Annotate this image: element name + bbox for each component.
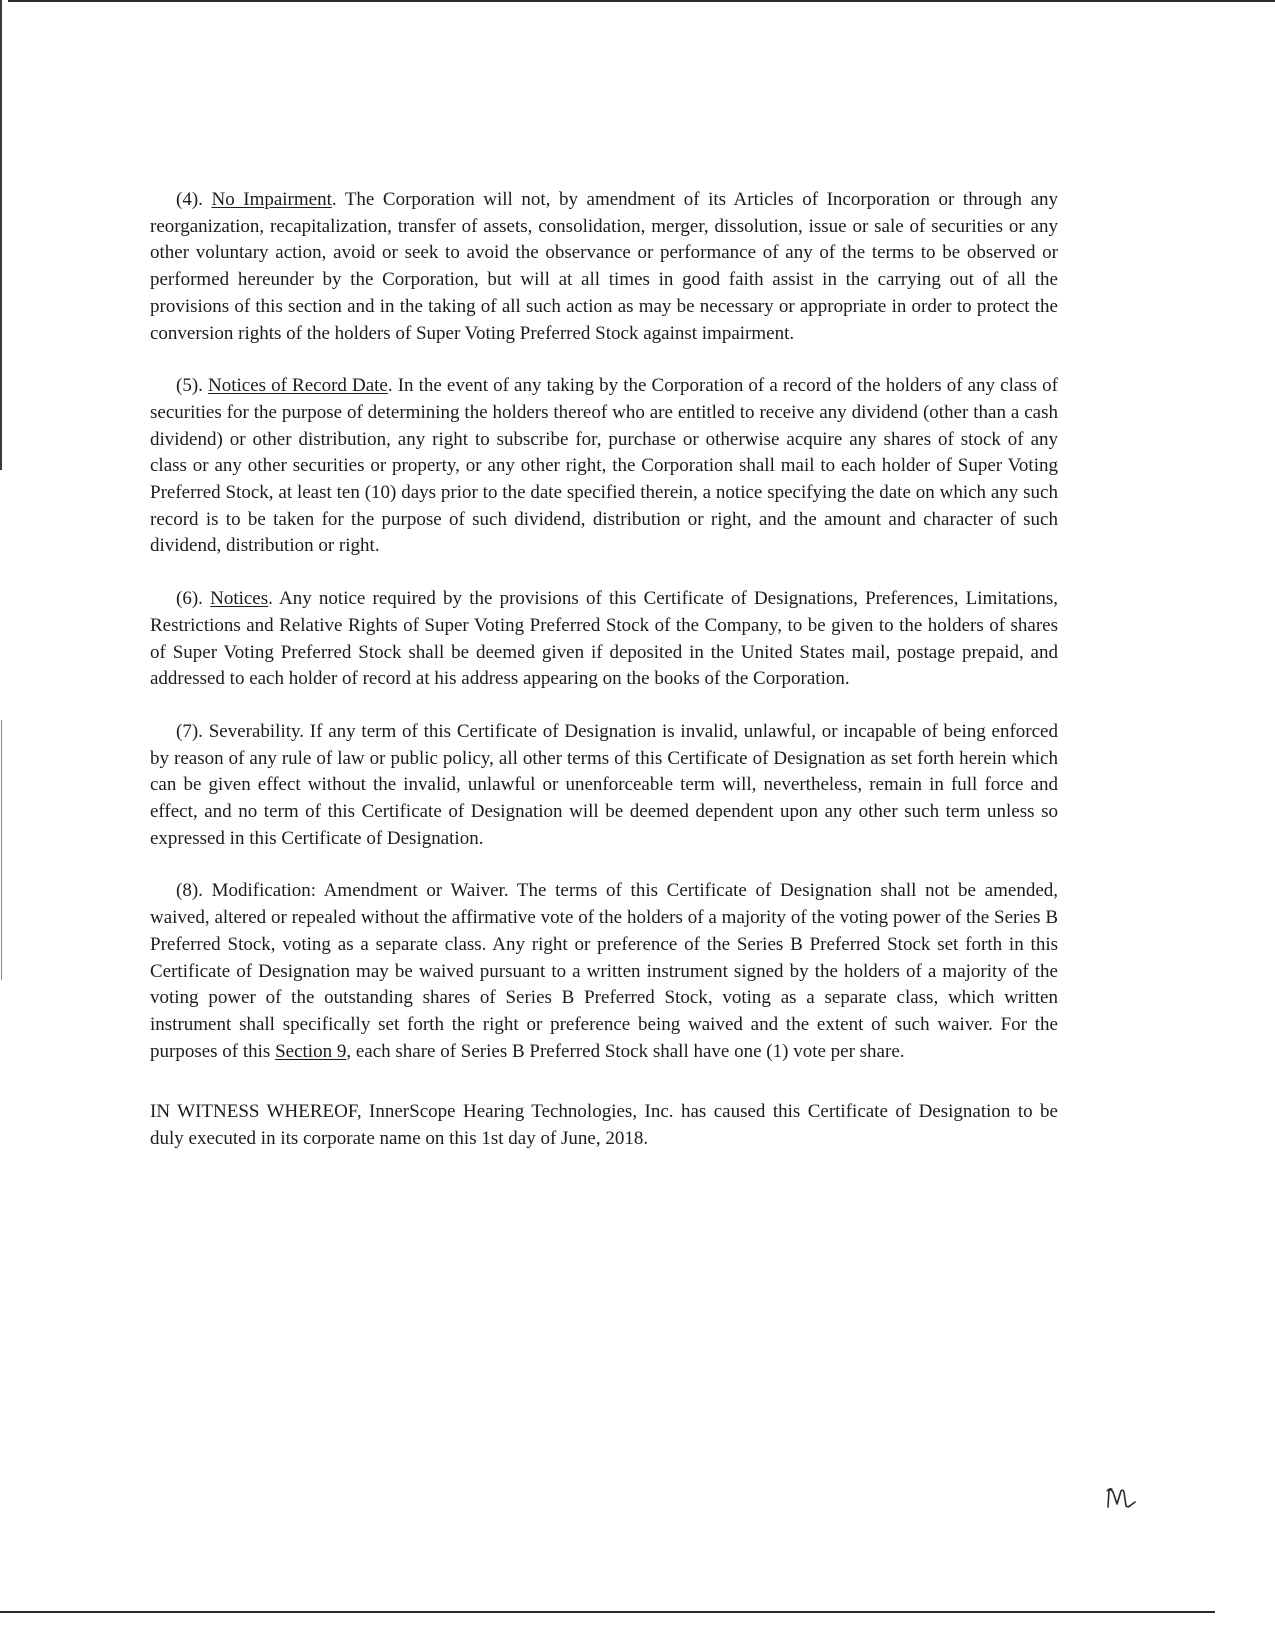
paragraph-severability	[150, 719, 1058, 853]
paragraph-body: . The terms of this Certificate of Designation shall not be amended, waived, altered or repealed without the affirmative vote of the holders of a majority of the voting power of the Series B Preferred Stock, voting as a separate class. Any right or preference of the Series B Preferred Stock set forth in this Certificate of Designation may be waived pursuant to a written instrument signed by the holders of a majority of the voting power of the outstanding shares of Series B Preferred Stock, voting as a separate class, which written instrument shall specifically set forth the right or preference being waived and the extent of such waiver. For the purposes of this	[150, 880, 1059, 1062]
witness-statement: IN WITNESS WHEREOF, InnerScope Hearing Technologies, Inc. has caused this Certificate of Designation to be duly executed in its corporate name on this 1st day of June, 2018.	[150, 1101, 1058, 1150]
paragraph-notices-of-record-date	[150, 373, 1058, 560]
scan-edge-left	[0, 0, 2, 470]
paragraph-heading: Notices	[210, 588, 269, 610]
scan-edge-bottom	[0, 1611, 1215, 1613]
document-body	[150, 187, 1058, 1179]
handwritten-initials	[1105, 1486, 1139, 1510]
paragraph-notices	[150, 586, 1058, 693]
paragraph-number: (4).	[176, 189, 203, 210]
paragraph-heading: Notices of Record Date	[208, 375, 388, 397]
paragraph-no-impairment	[150, 187, 1058, 347]
paragraph-heading: Modification: Amendment or Waiver	[211, 880, 504, 902]
paragraph-heading: No Impairment	[211, 189, 332, 210]
scan-edge-top	[8, 0, 1275, 2]
paragraph-body-end: , each share of Series B Preferred Stock shall have one (1) vote per share.	[346, 1040, 905, 1062]
section-reference: Section 9	[275, 1040, 347, 1062]
scan-edge-left-faint	[1, 720, 2, 980]
paragraph-heading: Severability	[208, 720, 300, 742]
paragraph-body: . Any notice required by the provisions of this Certificate of Designations, Preferences, Limitations, Restrictions and Relative Rights of Super Voting Preferred Stock of the Company, to be given to the holders of shares of Super Voting Preferred Stock shall be deemed given if deposited in the United States mail, postage prepaid, and addressed to each holder of record at his address appearing on the books of the Corporation.	[150, 588, 1058, 690]
paragraph-number: (8).	[176, 880, 203, 902]
paragraph-number: (6).	[176, 588, 203, 610]
paragraph-body: . The Corporation will not, by amendment of its Articles of Incorporation or through any reorganization, recapitalization, transfer of assets, consolidation, merger, dissolution, issue or sale of securities or any other voluntary action, avoid or seek to avoid the observance or performance of any of the terms to be observed or performed hereunder by the Corporation, but will at all times in good faith assist in the carrying out of all the provisions of this section and in the taking of all such action as may be necessary or appropriate in order to protect the conversion rights of the holders of Super Voting Preferred Stock against impairment.	[150, 189, 1059, 344]
paragraph-number: (5).	[176, 375, 203, 397]
paragraph-modification	[150, 878, 1058, 1065]
paragraph-body: . If any term of this Certificate of Designation is invalid, unlawful, or incapable of being enforced by reason of any rule of law or public policy, all other terms of this Certificate of Designation as set forth herein which can be given effect without the invalid, unlawful or unenforceable term will, nevertheless, remain in full force and effect, and no term of this Certificate of Designation will be deemed dependent upon any other such term unless so expressed in this Certificate of Designation.	[150, 720, 1058, 849]
paragraph-body: . In the event of any taking by the Corporation of a record of the holders of any class of securities for the purpose of determining the holders thereof who are entitled to receive any dividend (other than a cash dividend) or other distribution, any right to subscribe for, purchase or otherwise acquire any shares of stock of any class or any other securities or property, or any other right, the Corporation shall mail to each holder of Super Voting Preferred Stock, at least ten (10) days prior to the date specified therein, a notice specifying the date on which any such record is to be taken for the purpose of such dividend, distribution or right, and the amount and character of such dividend, distribution or right.	[150, 375, 1058, 557]
paragraph-number: (7).	[176, 720, 203, 742]
